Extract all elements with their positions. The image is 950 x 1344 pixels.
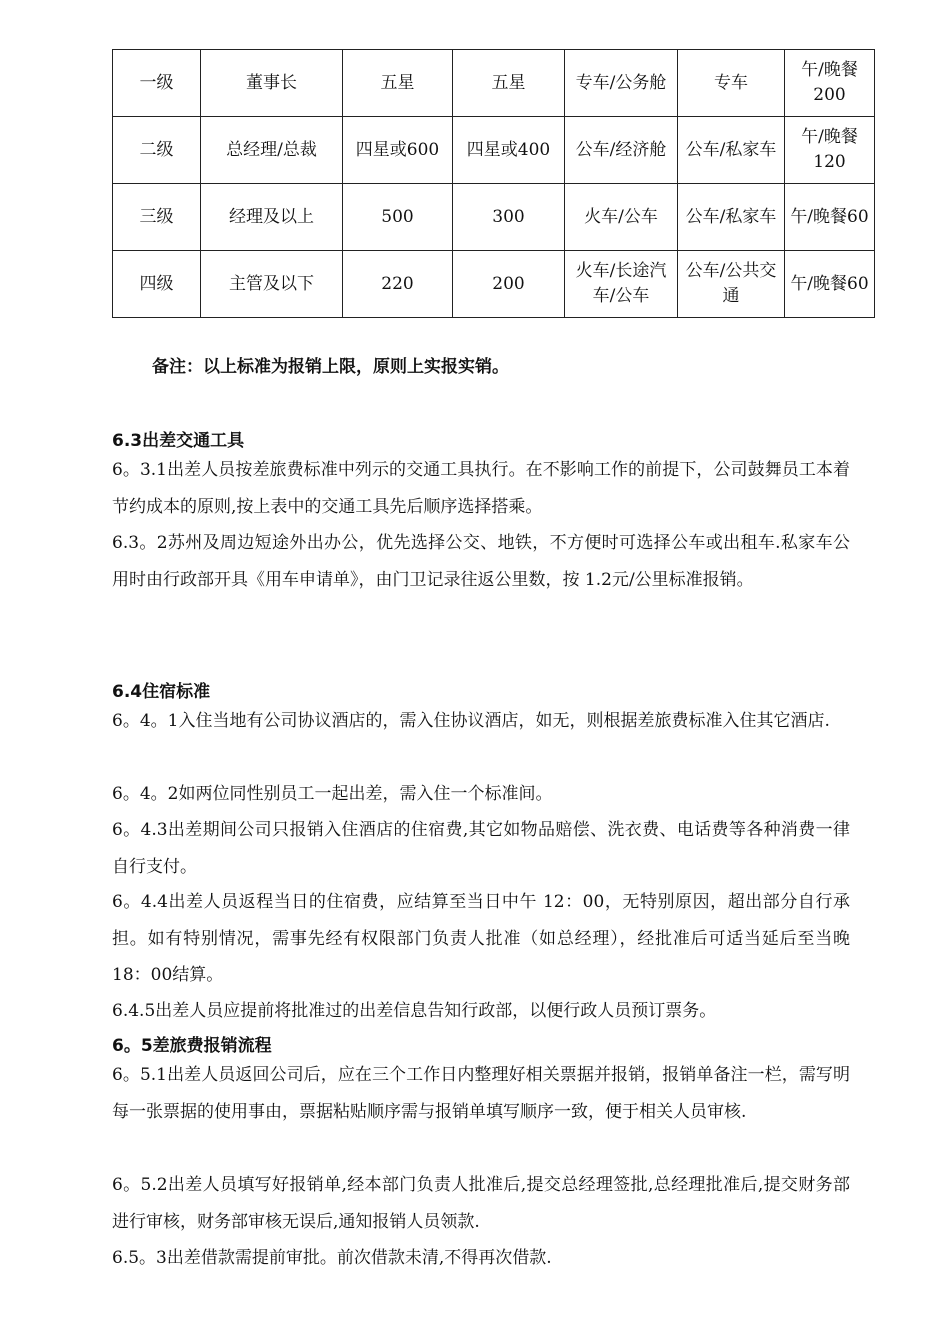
table-cell: 二级 (113, 117, 201, 184)
table-cell: 经理及以上 (201, 184, 343, 251)
paragraph: 6。4。2如两位同性别员工一起出差，需入住一个标准间。 (112, 784, 553, 804)
table-cell: 公车/公共交通 (678, 251, 785, 318)
paragraph: 6。4。1入住当地有公司协议酒店的，需入住协议酒店，如无，则根据差旅费标准入住其它酒店. (112, 711, 830, 731)
paragraph: 6.3。2苏州及周边短途外出办公，优先选择公交、地铁，不方便时可选择公车或出租车.私家车公用时由行政部开具《用车申请单》，由门卫记录往返公里数，按 1.2元/公里标准报销。 (112, 533, 850, 590)
table-cell: 公车/私家车 (678, 184, 785, 251)
table-cell: 午/晚餐60 (785, 251, 875, 318)
table-cell: 火车/公车 (565, 184, 678, 251)
table-cell: 火车/长途汽车/公车 (565, 251, 678, 318)
table-row (113, 117, 875, 184)
table-cell: 董事长 (201, 50, 343, 117)
table-cell: 午/晚餐120 (785, 117, 875, 184)
table-row (113, 184, 875, 251)
travel-standard-table (112, 49, 874, 318)
table-cell: 500 (343, 184, 453, 251)
paragraph: 6。4.4出差人员返程当日的住宿费，应结算至当日中午 12：00，无特别原因，超出部分自行承担。如有特别情况，需事先经有权限部门负责人批准（如总经理），经批准后可适当延后至当晚 18：00结算。 (112, 892, 850, 985)
table-cell: 四星或400 (453, 117, 565, 184)
paragraph: 6.4.5出差人员应提前将批准过的出差信息告知行政部，以便行政人员预订票务。 (112, 1001, 717, 1021)
table-cell: 公车/私家车 (678, 117, 785, 184)
table-cell: 200 (453, 251, 565, 318)
paragraph: 6.5。3出差借款需提前审批。前次借款未清,不得再次借款. (112, 1248, 552, 1268)
paragraph: 6。4.3出差期间公司只报销入住酒店的住宿费,其它如物品赔偿、洗衣费、电话费等各种消费一律自行支付。 (112, 820, 850, 877)
table-cell: 一级 (113, 50, 201, 117)
table-cell: 五星 (343, 50, 453, 117)
table-cell: 五星 (453, 50, 565, 117)
table-cell: 总经理/总裁 (201, 117, 343, 184)
table-cell: 午/晚餐200 (785, 50, 875, 117)
table-cell: 午/晚餐60 (785, 184, 875, 251)
section-heading-reimbursement: 6。5差旅费报销流程 (112, 1036, 272, 1056)
table-cell: 公车/经济舱 (565, 117, 678, 184)
table-row (113, 50, 875, 117)
section-heading-transport: 6.3出差交通工具 (112, 431, 245, 451)
table-cell: 300 (453, 184, 565, 251)
table-cell: 四级 (113, 251, 201, 318)
table-cell: 专车 (678, 50, 785, 117)
table-cell: 专车/公务舱 (565, 50, 678, 117)
paragraph: 6。3.1出差人员按差旅费标准中列示的交通工具执行。在不影响工作的前提下，公司鼓舞员工本着节约成本的原则,按上表中的交通工具先后顺序选择搭乘。 (112, 460, 850, 517)
table-cell: 主管及以下 (201, 251, 343, 318)
table-cell: 220 (343, 251, 453, 318)
section-heading-lodging: 6.4住宿标准 (112, 682, 211, 702)
table-note: 备注：以上标准为报销上限，原则上实报实销。 (152, 357, 509, 377)
paragraph: 6。5.2出差人员填写好报销单,经本部门负责人批准后,提交总经理签批,总经理批准后,提交财务部进行审核，财务部审核无误后,通知报销人员领款. (112, 1175, 850, 1232)
table-cell: 四星或600 (343, 117, 453, 184)
paragraph: 6。5.1出差人员返回公司后，应在三个工作日内整理好相关票据并报销，报销单备注一栏，需写明每一张票据的使用事由，票据粘贴顺序需与报销单填写顺序一致，便于相关人员审核. (112, 1065, 850, 1122)
table-cell: 三级 (113, 184, 201, 251)
table-row (113, 251, 875, 318)
